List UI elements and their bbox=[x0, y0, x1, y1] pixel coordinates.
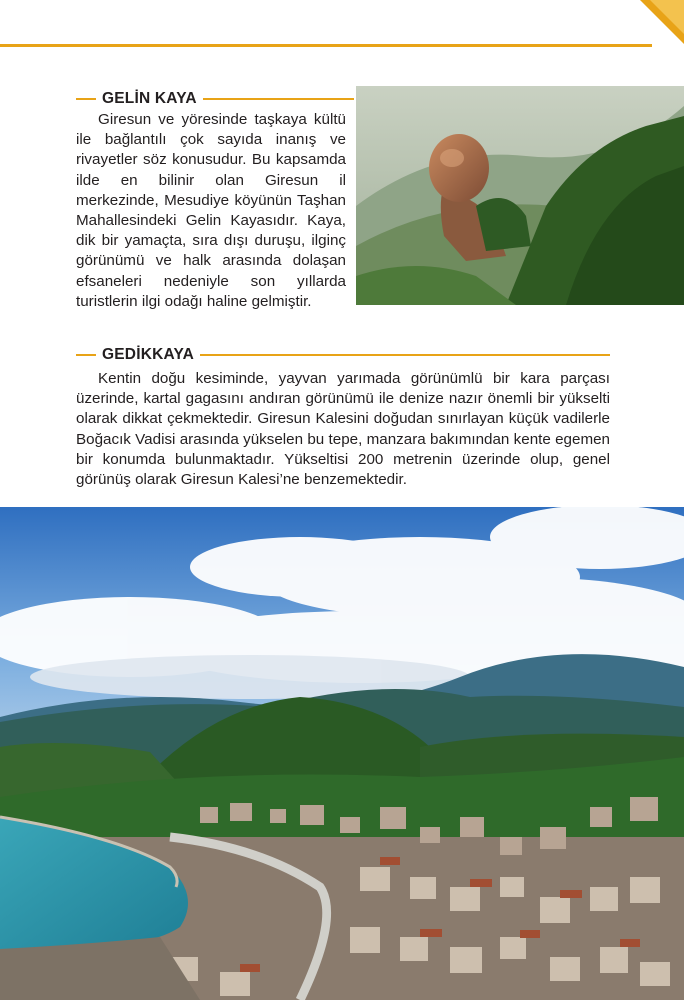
heading-dash bbox=[76, 354, 96, 356]
heading-title: GELİN KAYA bbox=[102, 90, 197, 107]
photo-giresun-city-panorama bbox=[0, 507, 684, 1000]
header-rule bbox=[0, 44, 652, 47]
heading-dash bbox=[200, 354, 610, 356]
corner-ornament bbox=[640, 0, 684, 44]
photo-gelin-kaya-rock bbox=[356, 86, 684, 305]
heading-dash bbox=[203, 98, 354, 100]
section-body-gelin-kaya: Giresun ve yöresinde taşkaya kültü ile bağlantılı çok sayıda inanış ve rivayetler söz konusudur. Bu kapsamda ilde en bilinir olan Giresun il merkezinde, Mesudiye köyünün Taşhan Mahallesindeki Gelin Kayasıdır. Kaya, dik bir yamaçta, sıra dışı duruşu, ilginç görünümü ve halk arasında dolaşan efsaneleri nedeniyle son yıllarda turistlerin ilgi odağı haline gelmiştir. bbox=[76, 111, 346, 310]
section-body-gedikkaya: Kentin doğu kesiminde, yayvan yarımada görünümlü bir kara parçası üzerinde, kartal gagasını andıran görünümü ile denize nazır önemli bir yükselti olarak dikkat çekmektedir. Giresun Kalesini doğudan sınırlayan küçük vadilerle Boğacık Vadisi arasında yükselen bu tepe, manzara bakımından kente egemen bir konumda bulunmaktadır. Yükseltisi 200 metrenin üzerinde olup, genel görünüş olarak Giresun Kalesi’ne benzemektedir. bbox=[76, 370, 610, 489]
section-heading-gedikkaya bbox=[76, 346, 610, 364]
heading-title: GEDİKKAYA bbox=[102, 346, 194, 363]
heading-dash bbox=[76, 98, 96, 100]
section-heading-gelin-kaya bbox=[76, 90, 354, 108]
